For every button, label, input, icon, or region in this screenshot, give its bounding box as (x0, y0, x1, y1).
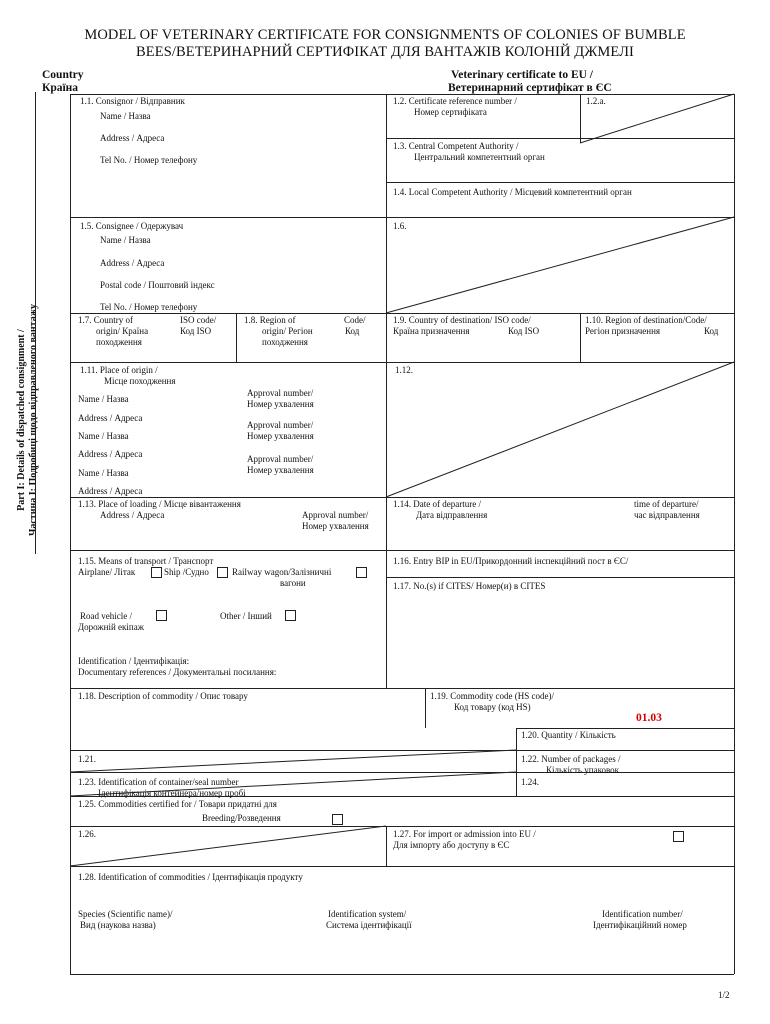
f1-2-label-ua: Номер сертифіката (414, 107, 487, 117)
f1-11-name-2: Name / Назва (78, 431, 129, 441)
certificate-title-line2: BEES/ВЕТЕРИНАРНИЙ СЕРТИФІКАТ ДЛЯ ВАНТАЖІВ КОЛОНІЙ ДЖМЕЛІ (136, 44, 634, 60)
f1-23-label-ua: Ідентифікація контейнера/номер пробі (98, 788, 246, 798)
f1-11-name-3: Name / Назва (78, 468, 129, 478)
f1-11-address-3: Address / Адреса (78, 486, 143, 496)
airplane-checkbox[interactable] (151, 567, 162, 578)
f1-25-label: 1.25. Commodities certified for / Товари придатні для (78, 799, 277, 809)
f1-5-postal: Postal code / Поштовий індекс (100, 280, 215, 290)
f1-9-label: 1.9. Country of destination/ ISO code/ (393, 315, 531, 325)
breeding-checkbox[interactable] (332, 814, 343, 825)
f1-10-label2: Регіон призначення (585, 326, 661, 336)
f1-1-label: 1.1. Consignor / Відправник (80, 96, 185, 106)
f1-15-road-label2: Дорожній екіпаж (78, 622, 144, 632)
f1-6-label: 1.6. (393, 221, 407, 231)
country-label-ua: Країна (42, 82, 79, 94)
f1-11-approval-3: Approval number/ (247, 454, 314, 464)
f1-7-iso: ISO code/ (180, 315, 217, 325)
f1-28-system-ua: Система ідентифікації (326, 920, 412, 930)
f1-15-road-label: Road vehicle / (80, 611, 132, 621)
f1-11-approval-1: Approval number/ (247, 388, 314, 398)
f1-2a-label: 1.2.a. (586, 96, 606, 106)
f1-4-label: 1.4. Local Competent Authority / Місцевий компетентний орган (393, 187, 632, 197)
page-number: 1/2 (718, 990, 730, 1000)
f1-12-label: 1.12. (395, 365, 413, 375)
f1-7-label3: походження (96, 337, 142, 347)
f1-17-label: 1.17. No.(s) if CITES/ Номер(и) в CITES (393, 581, 546, 591)
f1-21-label: 1.21. (78, 754, 96, 764)
commodity-code-value: 01.03 (636, 712, 662, 724)
f1-14-label: 1.14. Date of departure / (393, 499, 481, 509)
f1-27-label: 1.27. For import or admission into EU / (393, 829, 536, 839)
f1-15-docs: Documentary references / Документальні посилання: (78, 667, 277, 677)
f1-18-label: 1.18. Description of commodity / Опис товару (78, 691, 248, 701)
f1-14-time-ua: час відправлення (634, 510, 700, 520)
f1-22-label-ua: Кількість упаковок (546, 765, 620, 775)
f1-15-railway-label: Railway wagon/Залізничні (232, 567, 332, 577)
certificate-title-line1: MODEL OF VETERINARY CERTIFICATE FOR CONSIGNMENTS OF COLONIES OF BUMBLE (84, 27, 686, 43)
f1-3-label-ua: Центральний компетентний орган (414, 152, 545, 162)
f1-1-tel: Tel No. / Номер телефону (100, 155, 198, 165)
f1-1-name: Name / Назва (100, 111, 151, 121)
road-vehicle-checkbox[interactable] (156, 610, 167, 621)
f1-14-label-ua: Дата відправлення (416, 510, 488, 520)
f1-19-label: 1.19. Commodity code (HS code)/ (430, 691, 554, 701)
f1-2-label: 1.2. Certificate reference number / (393, 96, 517, 106)
f1-11-name-1: Name / Назва (78, 394, 129, 404)
side-label-line2: Частина І: Подробиці щодо відправленого вантажу (28, 304, 39, 536)
other-checkbox[interactable] (285, 610, 296, 621)
f1-28-species: Species (Scientific name)/ (78, 909, 173, 919)
f1-11-approval-2-ua: Номер ухвалення (247, 431, 314, 441)
f1-24-label: 1.24. (521, 777, 539, 787)
f1-28-label: 1.28. Identification of commodities / Ідентифікація продукту (78, 872, 303, 882)
f1-14-time: time of departure/ (634, 499, 699, 509)
f1-28-system: Identification system/ (328, 909, 407, 919)
f1-7-iso-ua: Код ISO (180, 326, 212, 336)
f1-11-address-1: Address / Адреса (78, 413, 143, 423)
f1-23-label: 1.23. Identification of container/seal number (78, 777, 239, 787)
f1-16-label: 1.16. Entry BIP in EU/Прикордонний інспекційний пост в ЄС/ (393, 556, 629, 566)
f1-13-label: 1.13. Place of loading / Місце вівантаження (78, 499, 241, 509)
f1-25-breeding-label: Breeding/Розведення (202, 813, 281, 823)
f1-15-ship-label: Ship /Судно (164, 567, 209, 577)
f1-19-label-ua: Код товару (код HS) (454, 702, 531, 712)
f1-10-code-ua: Код (704, 326, 719, 336)
f1-11-approval-3-ua: Номер ухвалення (247, 465, 314, 475)
f1-9-label2: Країна призначення (393, 326, 470, 336)
f1-26-label: 1.26. (78, 829, 96, 839)
side-label-line1: Part I: Details of dispatched consignment / (16, 329, 27, 511)
f1-13-approval: Approval number/ (302, 510, 369, 520)
cert-label-ua: Ветеринарний сертифікат в ЄС (448, 82, 612, 94)
railway-checkbox[interactable] (356, 567, 367, 578)
f1-15-identification: Identification / Ідентифікація: (78, 656, 190, 666)
import-admission-checkbox[interactable] (673, 831, 684, 842)
f1-8-label: 1.8. Region of (244, 315, 296, 325)
f1-15-airplane-label: Airplane/ Літак (78, 567, 136, 577)
f1-22-label: 1.22. Number of packages / (521, 754, 621, 764)
f1-15-railway-label2: вагони (280, 578, 306, 588)
f1-10-label: 1.10. Region of destination/Code/ (585, 315, 707, 325)
f1-11-approval-2: Approval number/ (247, 420, 314, 430)
f1-8-label3: походження (262, 337, 308, 347)
f1-3-label: 1.3. Central Competent Authority / (393, 141, 519, 151)
f1-11-label-ua: Місце походження (104, 376, 176, 386)
f1-7-label: 1.7. Country of (78, 315, 133, 325)
f1-15-other-label: Other / Інший (220, 611, 272, 621)
country-label: Country (42, 69, 84, 81)
f1-28-number: Identification number/ (602, 909, 683, 919)
f1-5-name: Name / Назва (100, 235, 151, 245)
f1-11-address-2: Address / Адреса (78, 449, 143, 459)
f1-9-iso-ua: Код ISO (508, 326, 540, 336)
f1-5-tel: Tel No. / Номер телефону (100, 302, 198, 312)
f1-8-code: Code/ (344, 315, 366, 325)
f1-1-address: Address / Адреса (100, 133, 165, 143)
ship-checkbox[interactable] (217, 567, 228, 578)
cert-label: Veterinary certificate to EU / (451, 69, 593, 81)
f1-13-approval-ua: Номер ухвалення (302, 521, 369, 531)
f1-20-label: 1.20. Quantity / Кількість (521, 730, 616, 740)
f1-28-number-ua: Ідентифікаційний номер (593, 920, 687, 930)
f1-13-address: Address / Адреса (100, 510, 165, 520)
f1-28-species-ua: Вид (наукова назва) (80, 920, 156, 930)
f1-5-address: Address / Адреса (100, 258, 165, 268)
f1-11-approval-1-ua: Номер ухвалення (247, 399, 314, 409)
f1-11-label: 1.11. Place of origin / (80, 365, 158, 375)
f1-15-label: 1.15. Means of transport / Транспорт (78, 556, 214, 566)
f1-27-label-ua: Для імпорту або доступу в ЄС (393, 840, 510, 850)
f1-7-label2: origin/ Країна (96, 326, 149, 336)
f1-5-label: 1.5. Consignee / Одержувач (80, 221, 184, 231)
f1-8-code-ua: Код (345, 326, 360, 336)
f1-8-label2: origin/ Регіон (262, 326, 313, 336)
